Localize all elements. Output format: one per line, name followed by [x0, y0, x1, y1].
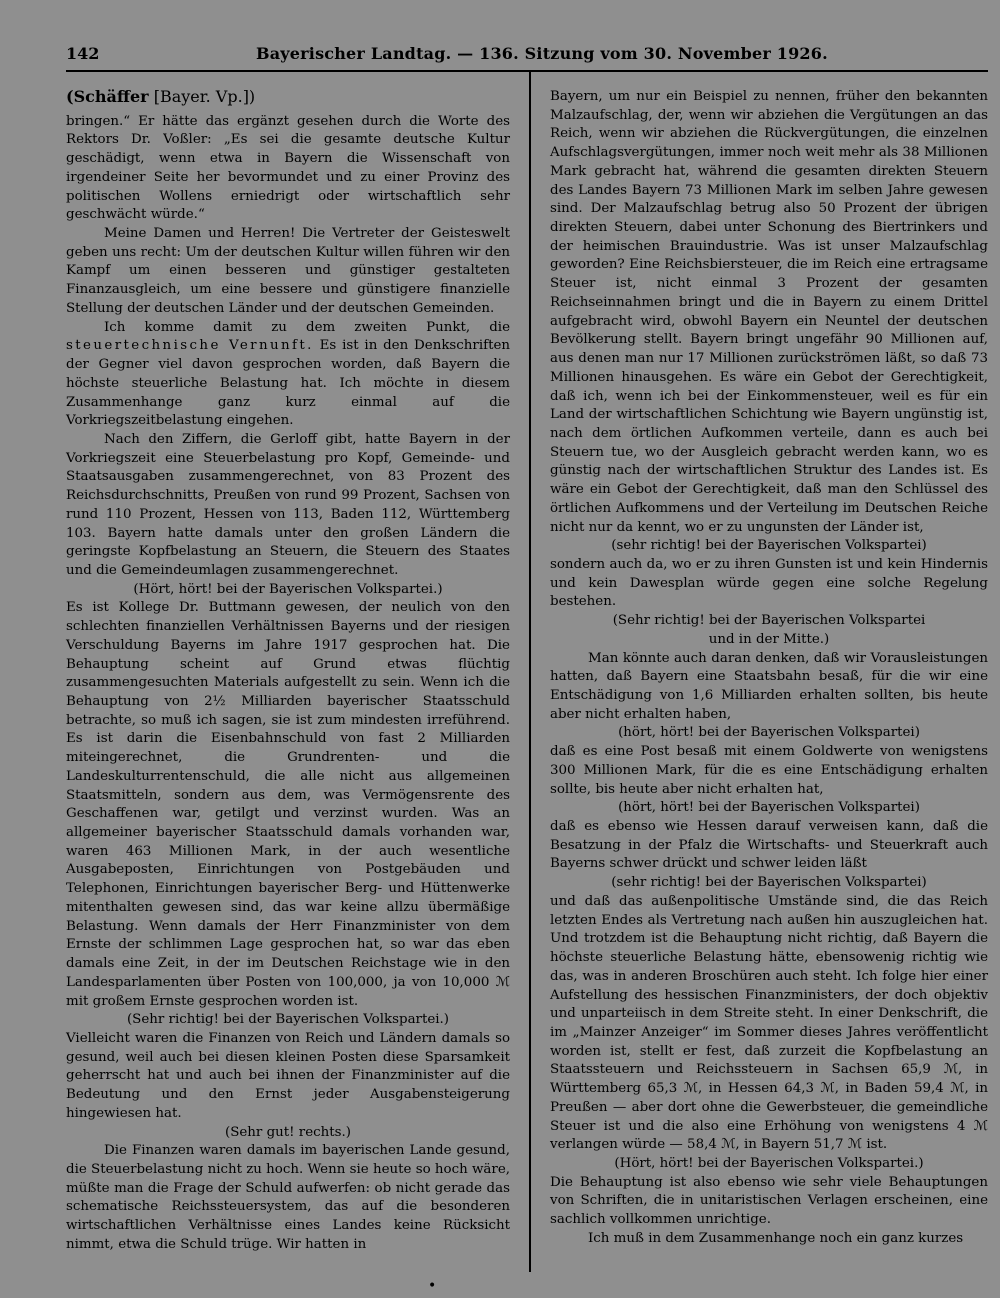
interjection: (Hört, hört! bei der Bayerischen Volkspartei.)	[133, 581, 443, 597]
paragraph	[66, 319, 510, 431]
interjection: und in der Mitte.)	[708, 631, 830, 647]
paragraph: sondern auch da, wo er zu ihren Gunsten ist und kein Hindernis und kein Dawesplan würde gegen eine solche Regelung bestehen.	[550, 556, 988, 610]
paragraph: Es ist Kollege Dr. Buttmann gewesen, der neulich von den schlechten finanziellen Verhältnissen Bayerns und der riesigen Verschuldung Bayerns im Jahre 1917 gesprochen hat. Die Behauptung scheint auf Grund etwas flüchtig zusammengesuchten Materials aufgestellt zu sein. Wenn ich die Behauptung von 2½ Milliarden bayerischer Staatsschuld betrachte, so muß ich sagen, sie ist zum mindesten irreführend. Es ist darin die Eisenbahnschuld von fast 2 Milliarden miteingerechnet, die Grundrenten- und die Landeskulturrentenschuld, die alle nicht aus allgemeinen Staatsmitteln, sondern aus dem, was Vermögensrente des Geschaffenen war, getilgt und verzinst wurden. Was an allgemeiner bayerischer Staatsschuld damals vorhanden war, waren 463 Millionen Mark, in der auch wesentliche Ausgabeposten, Einrichtungen von Postgebäuden und Telephonen, Einrichtungen bayerischer Berg- und Hüttenwerke mitenthalten gewesen sind, das war keine allzu übermäßige Belastung. Wenn damals der Herr Finanzminister von dem Ernste der schlimmen Lage gesprochen hat, so war das eben damals eine Zeit, in der im Deutschen Reichstage wie in den Landesparlamenten über Posten von 100,000, ja von 10,000 ℳ mit großem Ernste gesprochen worden ist.	[66, 600, 510, 1009]
paragraph: Man könnte auch daran denken, daß wir Vorausleistungen hatten, daß Bayern eine Staatsbahn besaß, für die wir eine Entschädigung von 1,6 Milliarden erhalten sollten, bis heute aber nicht erhalten haben,	[550, 650, 988, 722]
paragraph: Vielleicht waren die Finanzen von Reich und Ländern damals so gesund, weil auch bei diesen kleinen Posten diese Sparsamkeit geherrscht hat und auch bei ihnen der Finanzminister auf die Bedeutung und den Ernst jeder Ausgabensteigerung hingewiesen hat.	[66, 1030, 510, 1121]
interjection: (Sehr gut! rechts.)	[224, 1124, 351, 1140]
interjection: (Sehr richtig! bei der Bayerischen Volkspartei.)	[126, 1012, 450, 1028]
paragraph: Die Behauptung ist also ebenso wie sehr viele Behauptungen von Schriften, die in unitaristischen Verlagen erscheinen, eine sachlich vollkommen unrichtige.	[550, 1174, 988, 1228]
interjection: (hört, hört! bei der Bayerischen Volkspartei)	[618, 800, 920, 816]
interjection: (sehr richtig! bei der Bayerischen Volkspartei)	[611, 875, 927, 891]
page-number: 142	[66, 44, 100, 63]
paragraph: Ich muß in dem Zusammenhange noch ein ganz kurzes	[588, 1230, 964, 1246]
emphasized-text: steuertechnische Vernunft.	[66, 338, 314, 354]
interjection: (hört, hört! bei der Bayerischen Volkspartei)	[618, 725, 920, 741]
speaker-heading	[66, 88, 510, 107]
interjection: (sehr richtig! bei der Bayerischen Volkspartei)	[611, 538, 927, 554]
paragraph-text: Ich komme damit zu dem zweiten Punkt, die	[104, 319, 510, 335]
interjection: (Hört, hört! bei der Bayerischen Volkspartei.)	[614, 1155, 924, 1171]
running-title: Bayerischer Landtag. — 136. Sitzung vom 30. November 1926.	[256, 44, 828, 63]
column-divider	[529, 72, 531, 1272]
paragraph: Meine Damen und Herren! Die Vertreter der Geisteswelt geben uns recht: Um der deutschen Kultur willen führen wir den Kampf um einen besseren und günstiger gestalteten Finanzausgleich, um eine bessere und günstigere finanzielle Stellung der deutschen Länder und der deutschen Gemeinden.	[66, 226, 510, 316]
paragraph: daß es eine Post besaß mit einem Goldwerte von wenigstens 300 Millionen Mark, für die es eine Entschädigung erhalten sollte, bis heute aber nicht erhalten hat,	[550, 744, 988, 797]
page-header	[66, 42, 988, 68]
paragraph: Nach den Ziffern, die Gerloff gibt, hatte Bayern in der Vorkriegszeit eine Steuerbelastung pro Kopf, Gemeinde- und Staatsausgaben zusammengerechnet, von 83 Prozent des Reichsdurchschnitts, Preußen von rund 99 Prozent, Sachsen von rund 110 Prozent, Hessen von 113, Baden 112, Württemberg 103. Bayern hatte damals unter den großen Ländern die geringste Kopfbelastung an Steuern, die Steuern des Staates und die Gemeindeumlagen zusammengerechnet.	[66, 431, 510, 578]
right-column	[550, 88, 988, 1249]
header-rule	[66, 70, 988, 72]
left-column	[66, 88, 510, 1255]
paragraph: Die Finanzen waren damals im bayerischen Lande gesund, die Steuerbelastung nicht zu hoch. Wenn sie heute so hoch wäre, müßte man die Frage der Schuld aufwerfen: ob nicht gerade das schematische Reichssteuersystem, das auf die besonderen wirtschaftlichen Verhältnisse eines Landes keine Rücksicht nimmt, etwa die Schuld trüge. Wir hatten in	[66, 1143, 510, 1252]
interjection: (Sehr richtig! bei der Bayerischen Volkspartei	[612, 613, 926, 629]
paragraph: daß es ebenso wie Hessen darauf verweisen kann, daß die Besatzung in der Pfalz die Wirtschafts- und Steuerkraft auch Bayerns schwer drückt und schwer leiden läßt	[550, 819, 988, 872]
paragraph-text: Es ist in den Denkschriften der Gegner viel davon gesprochen worden, daß Bayern die höchste steuerliche Belastung hat. Ich möchte in diesem Zusammenhange ganz kurz einmal auf die Vorkriegszeitbelastung eingehen.	[66, 338, 510, 429]
speaker-name: (Schäffer	[66, 87, 149, 106]
paragraph: und daß das außenpolitische Umstände sind, die das Reich letzten Endes als Vertretung nach außen hin auszugleichen hat. Und trotzdem ist die Behauptung nicht richtig, daß Bayern die höchste steuerliche Belastung hätte, ebensowenig richtig wie das, was in anderen Broschüren auch steht. Ich folge hier einer Aufstellung des hessischen Finanzministers, der doch objektiv und unparteiisch in dem Streite steht. In einer Denkschrift, die im „Mainzer Anzeiger“ im Sommer dieses Jahres veröffentlicht worden ist, stellt er fest, daß zurzeit die Kopfbelastung an Staatssteuern und Reichssteuern in Sachsen 65,9 ℳ, in Württemberg 65,3 ℳ, in Hessen 64,3 ℳ, in Baden 59,4 ℳ, in Preußen — aber dort ohne die Gewerbsteuer, die gemeindliche Steuer ist und die also eine Erhöhung von wenigstens 4 ℳ verlangen würde — 58,4 ℳ, in Bayern 51,7 ℳ ist.	[550, 893, 988, 1153]
paragraph: bringen.“ Er hätte das ergänzt gesehen durch die Worte des Rektors Dr. Voßler: „Es sei die gesamte deutsche Kultur geschädigt, wenn etwa in Bayern die Wissenschaft von irgendeiner Seite her bevormundet und zu einer Provinz des politischen Wollens erniedrigt oder wirtschaftlich sehr geschwächt würde.“	[66, 113, 510, 223]
speaker-party: [Bayer. Vp.])	[148, 87, 256, 106]
footer-mark: •	[428, 1278, 437, 1294]
paragraph: Bayern, um nur ein Beispiel zu nennen, früher den bekannten Malzaufschlag, der, wenn wir abziehen die Vergütungen an das Reich, wenn wir abziehen die Rückvergütungen, die einzelnen Aufschlagsvergütungen, immer noch weit mehr als 38 Millionen Mark gebracht hat, während die gesamten direkten Steuern des Landes Bayern 73 Millionen Mark im selben Jahre gewesen sind. Der Malzaufschlag betrug also 50 Prozent der übrigen direkten Steuern, dabei unter Schonung des Biertrinkers und der heimischen Brauindustrie. Was ist unser Malzaufschlag geworden? Eine Reichsbiersteuer, die im Reich eine ertragsame Steuer ist, nicht einmal 3 Prozent der gesamten Reichseinnahmen bringt und die in Bayern zu einem Drittel aufgebracht wird, obwohl Bayern ein Neuntel der deutschen Bevölkerung stellt. Bayern bringt ungefähr 90 Millionen auf, aus denen man nur 17 Millionen zurückströmen läßt, so daß 73 Millionen hinausgehen. Es wäre ein Gebot der Gerechtigkeit, daß ich, wenn ich bei der Einkommensteuer, weil es für ein Land der wirtschaftlichen Schichtung wie Bayern ungünstig ist, nach dem örtlichen Aufkommen verteile, dann es auch bei Steuern tue, wo der Ausgleich gebracht werden kann, wo es günstig nach der wirtschaftlichen Struktur des Landes ist. Es wäre ein Gebot der Gerechtigkeit, daß man den Schlüssel des örtlichen Aufkommens und der Verteilung im Deutschen Reiche nicht nur da kennt, wo er zu ungunsten der Länder ist,	[550, 89, 988, 535]
